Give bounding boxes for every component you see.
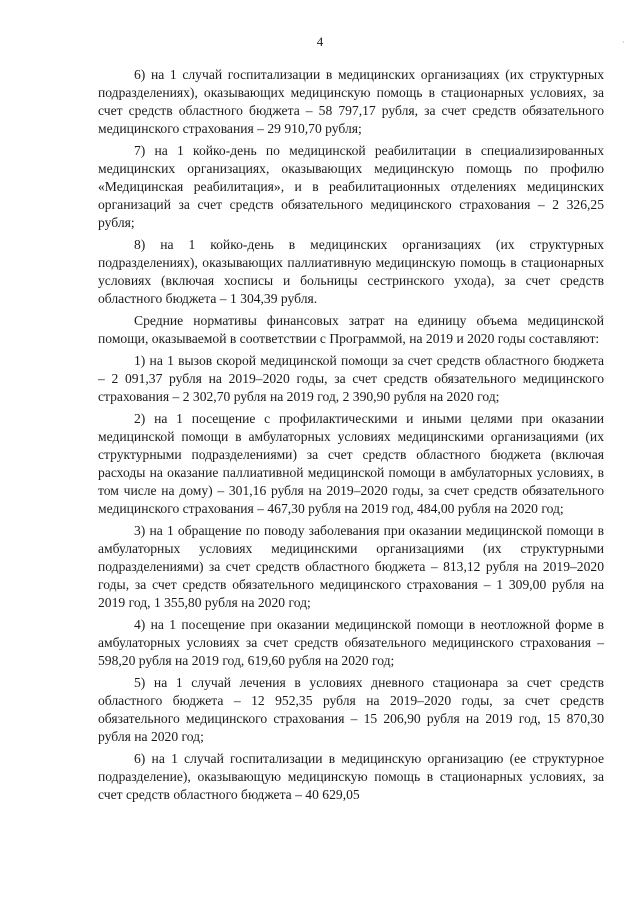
- paragraph-item-7-rehabilitation: 7) на 1 койко-день по медицинской реабилитации в специализированных медицинских организациях, оказывающих медицинскую помощь по профилю «Медицинская реабилитация», и в реабилитационных отделениях медицинских организаций за счет средств обязательного медицинского страхования – 2 326,25 рубля;: [98, 143, 604, 230]
- document-body: [98, 66, 604, 808]
- paragraph-item-4-urgent-visit: 4) на 1 посещение при оказании медицинской помощи в неотложной форме в амбулаторных условиях за счет средств обязательного медицинского страхования – 598,20 рубля на 2019 год, 619,60 рубля на 2020 год;: [98, 617, 604, 668]
- page-number: 4: [316, 34, 324, 49]
- paragraph-item-5-day-hospital: 5) на 1 случай лечения в условиях дневного стационара за счет средств областного бюджета – 12 952,35 рубля на 2019–2020 годы, за счет средств обязательного медицинского страхования – 15 206,90 рубля на 2019 год, 15 870,30 рубля на 2020 год;: [98, 675, 604, 744]
- paragraph-average-norms-intro: Средние нормативы финансовых затрат на единицу объема медицинской помощи, оказываемой в соответствии с Программой, на 2019 и 2020 годы составляют:: [98, 313, 604, 346]
- paragraph-item-6-hospitalization: 6) на 1 случай госпитализации в медицинских организациях (их структурных подразделениях), оказывающих медицинскую помощь в стационарных условиях, за счет средств областного бюджета – 58 797,17 рубля, за счет средств обязательного медицинского страхования – 29 910,70 рубля;: [98, 67, 604, 136]
- paragraph-item-1-ambulance: 1) на 1 вызов скорой медицинской помощи за счет средств областного бюджета – 2 091,37 рубля на 2019–2020 годы, за счет средств обязательного медицинского страхования – 2 302,70 рубля на 2019 год, 2 390,90 рубля на 2020 год;: [98, 353, 604, 404]
- paragraph-item-3-disease-appeal: 3) на 1 обращение по поводу заболевания при оказании медицинской помощи в амбулаторных условиях медицинскими организациями (их структурными подразделениями) за счет средств областного бюджета – 813,12 рубля на 2019–2020 годы, за счет средств обязательного медицинского страхования – 1 309,00 рубля на 2019 год, 1 355,80 рубля на 2020 год;: [98, 523, 604, 610]
- paragraph-item-6-hospital-case: 6) на 1 случай госпитализации в медицинскую организацию (ее структурное подразделение), оказывающую медицинскую помощь в стационарных условиях, за счет средств областного бюджета – 40 629,05: [98, 751, 604, 802]
- paragraph-item-8-palliative: 8) на 1 койко-день в медицинских организациях (их структурных подразделениях), оказывающих паллиативную медицинскую помощь в стационарных условиях (включая хосписы и больницы сестринского ухода), за счет средств областного бюджета – 1 304,39 рубля.: [98, 237, 604, 306]
- scan-mark: ·: [622, 38, 625, 47]
- paragraph-item-2-preventive-visit: 2) на 1 посещение с профилактическими и иными целями при оказании медицинской помощи в амбулаторных условиях медицинскими организациями (их структурными подразделениями) за счет средств областного бюджета (включая расходы на оказание паллиативной медицинской помощи в амбулаторных условиях, в том числе на дому) – 301,16 рубля на 2019–2020 годы, за счет средств обязательного медицинского страхования – 467,30 рубля на 2019 год, 484,00 рубля на 2020 год;: [98, 411, 604, 516]
